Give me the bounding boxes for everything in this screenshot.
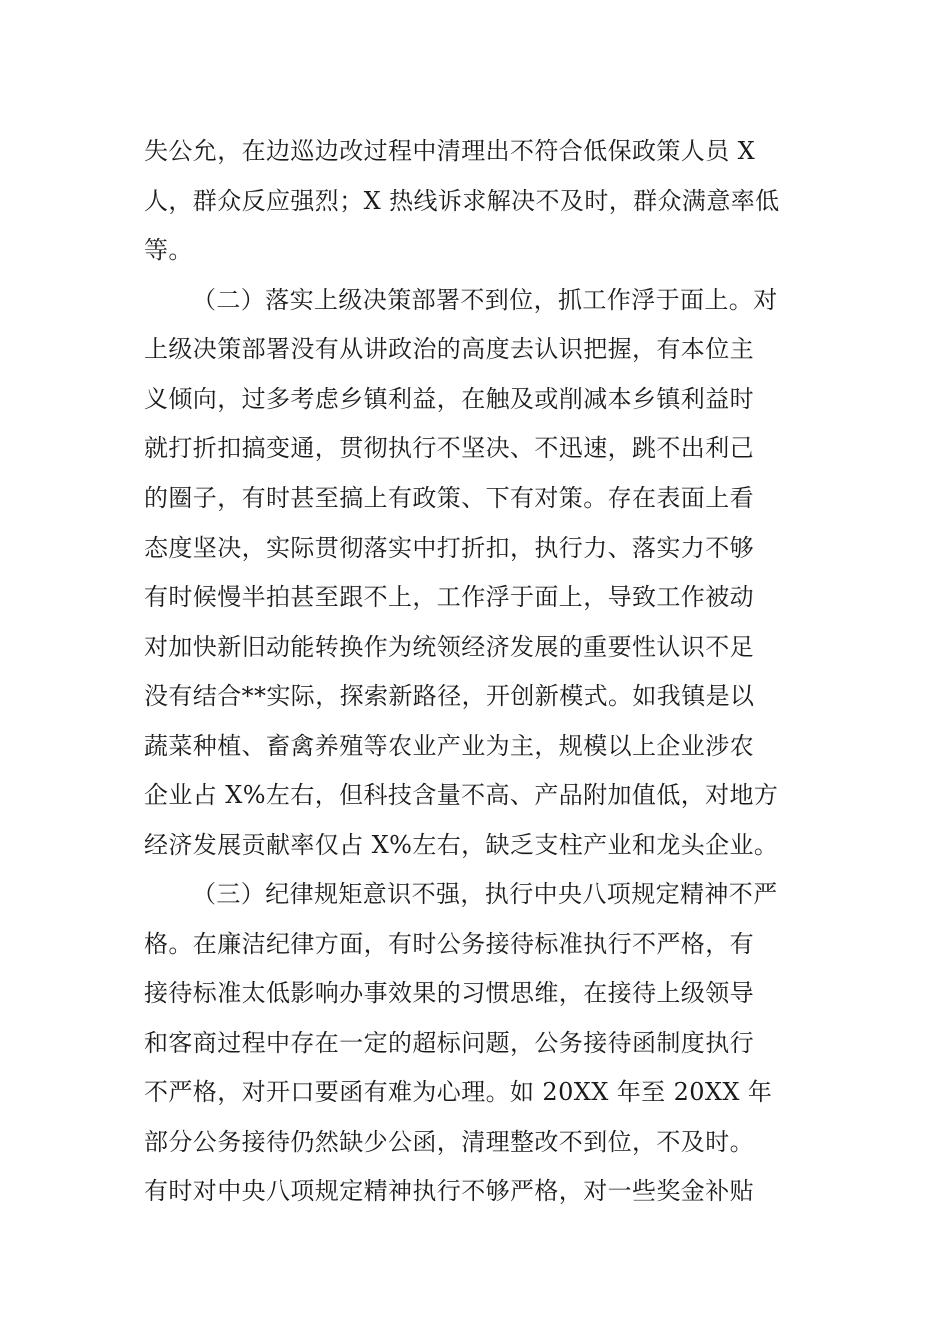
text-line: 接待标准太低影响办事效果的习惯思维，在接待上级领导: [144, 979, 754, 1007]
text-line: 和客商过程中存在一定的超标问题，公务接待函制度执行: [144, 1029, 754, 1057]
text-line: 经济发展贡献率仅占 X%左右，缺乏支柱产业和龙头企业。: [144, 831, 779, 859]
text-line: 格。在廉洁纪律方面，有时公务接待标准执行不严格，有: [144, 930, 754, 958]
section-heading-line: （三）纪律规矩意识不强，执行中央八项规定精神不严: [192, 880, 778, 908]
text-line: 就打折扣搞变通，贯彻执行不坚决、不迅速，跳不出利己: [144, 434, 754, 462]
text-line: 态度坚决，实际贯彻落实中打折扣，执行力、落实力不够: [144, 534, 754, 562]
text-line: 企业占 X%左右，但科技含量不高、产品附加值低，对地方: [144, 781, 779, 809]
text-line: 不严格，对开口要函有难为心理。如 20XX 年至 20XX 年: [144, 1078, 773, 1106]
text-line: 没有结合**实际，探索新路径，开创新模式。如我镇是以: [144, 682, 755, 710]
text-line: 失公允，在边巡边改过程中清理出不符合低保政策人员 X: [144, 137, 756, 165]
text-line: 蔬菜种植、畜禽养殖等农业产业为主，规模以上企业涉农: [144, 732, 754, 760]
text-line: 人，群众反应强烈；X 热线诉求解决不及时，群众满意率低: [144, 187, 780, 215]
section-heading-line: （二）落实上级决策部署不到位，抓工作浮于面上。对: [192, 286, 778, 314]
text-line: 有时候慢半拍甚至跟不上，工作浮于面上，导致工作被动: [144, 583, 754, 611]
text-line: 上级决策部署没有从讲政治的高度去认识把握，有本位主: [144, 335, 754, 363]
text-line: 等。: [144, 236, 193, 264]
text-line: 部分公务接待仍然缺少公函，清理整改不到位，不及时。: [144, 1128, 754, 1156]
text-line: 有时对中央八项规定精神执行不够严格，对一些奖金补贴: [144, 1177, 754, 1205]
text-line: 义倾向，过多考虑乡镇利益，在触及或削减本乡镇利益时: [144, 385, 754, 413]
text-line: 对加快新旧动能转换作为统领经济发展的重要性认识不足: [144, 633, 754, 661]
text-line: 的圈子，有时甚至搞上有政策、下有对策。存在表面上看: [144, 484, 754, 512]
